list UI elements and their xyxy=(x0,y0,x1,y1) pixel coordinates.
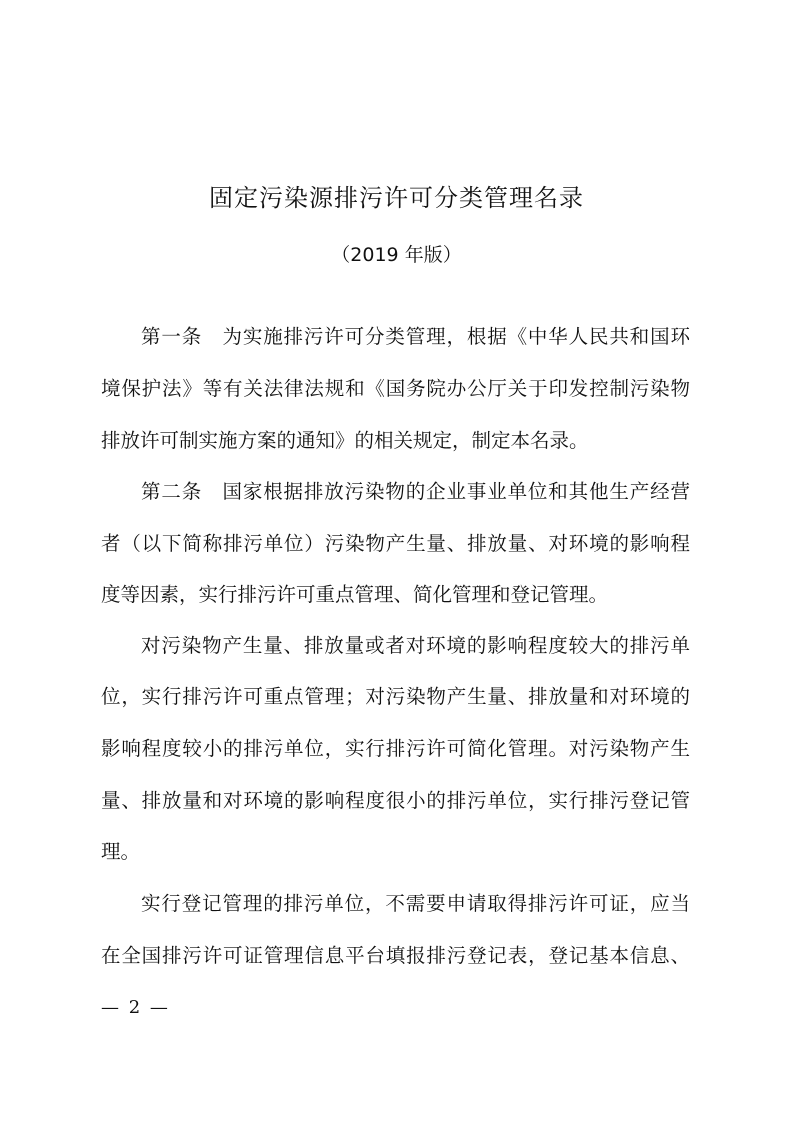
text-line: 第二条 国家根据排放污染物的企业事业单位和其他生产经营 xyxy=(141,480,690,503)
document-subtitle: （2019 年版） xyxy=(331,244,462,266)
document-title: 固定污染源排污许可分类管理名录 xyxy=(209,184,584,212)
text-line: 对污染物产生量、排放量或者对环境的影响程度较大的排污单 xyxy=(141,634,690,657)
text-line: 影响程度较小的排污单位，实行排污许可简化管理。对污染物产生 xyxy=(101,737,690,760)
text-line: 在全国排污许可证管理信息平台填报排污登记表，登记基本信息、 xyxy=(101,944,690,967)
text-line: 者（以下简称排污单位）污染物产生量、排放量、对环境的影响程 xyxy=(101,532,690,555)
text-line: 实行登记管理的排污单位，不需要申请取得排污许可证，应当 xyxy=(141,892,690,915)
text-line: 位，实行排污许可重点管理；对污染物产生量、排放量和对环境的 xyxy=(101,685,690,708)
text-line: 排放许可制实施方案的通知》的相关规定，制定本名录。 xyxy=(101,429,589,452)
text-line: 第一条 为实施排污许可分类管理，根据《中华人民共和国环 xyxy=(141,325,690,348)
text-line: 量、排放量和对环境的影响程度很小的排污单位，实行排污登记管 xyxy=(101,789,690,812)
text-line: 境保护法》等有关法律法规和《国务院办公厅关于印发控制污染物 xyxy=(101,377,690,400)
text-line: 理。 xyxy=(101,840,141,863)
text-line: 度等因素，实行排污许可重点管理、简化管理和登记管理。 xyxy=(101,583,609,606)
page-number: — 2 — xyxy=(101,997,170,1018)
